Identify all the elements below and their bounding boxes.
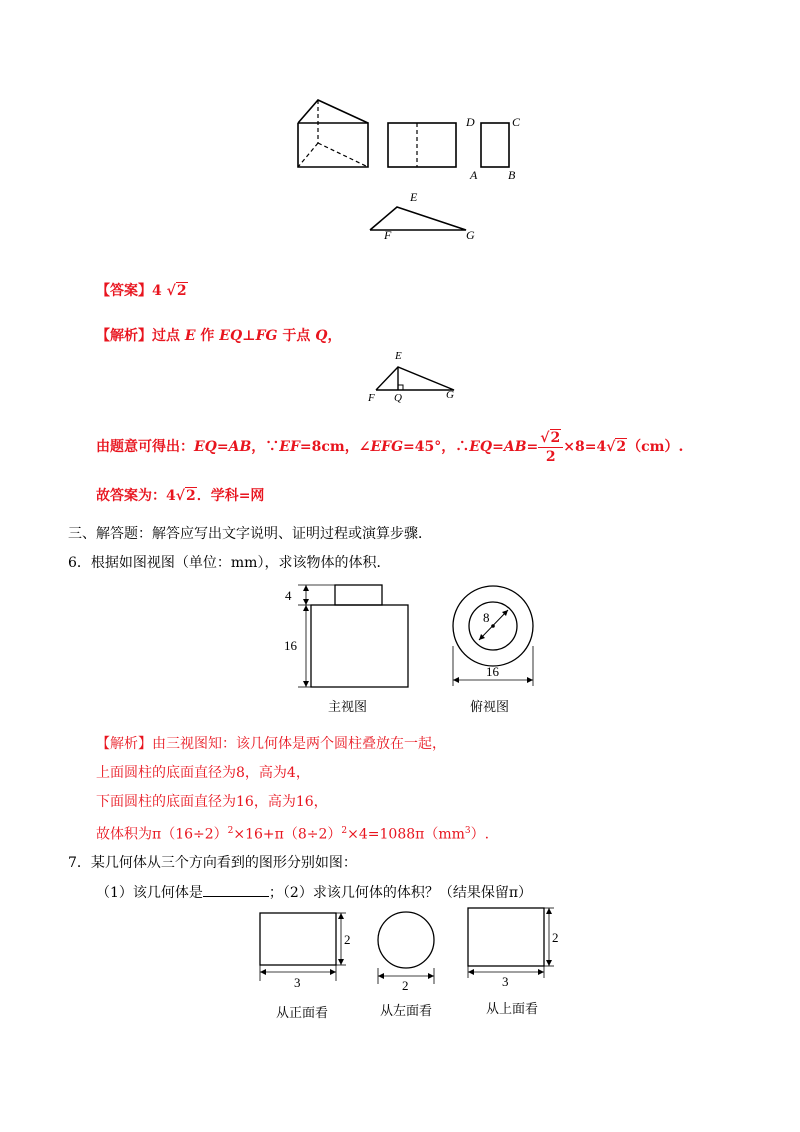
prism-three-views-figure [290,95,520,245]
q6-solution-line2: 上面圆柱的底面直径为8，高为4， [96,765,310,781]
q7-top-caption: 从上面看 [486,1002,539,1017]
answer-sqrt: √2 [166,283,187,299]
q7-left-view [372,910,442,996]
q6-text: 6．根据如图视图（单位：mm），求该物体的体积． [68,555,391,571]
q7-top-w: 3 [502,974,509,988]
label-f2: F [368,392,375,404]
top-dim-bottom: 16 [486,664,499,679]
analysis-line: 【解析】过点 E 作 EQ⊥FG 于点 Q， [96,328,342,344]
label-d: D [466,115,475,129]
label-g: G [466,228,475,242]
q6-solution-line1: 【解析】由三视图知：该几何体是两个圆柱叠放在一起， [96,736,446,752]
q6-solution-line3: 下面圆柱的底面直径为16，高为16， [96,794,328,810]
answer-line [96,281,188,301]
q7-top-h: 2 [552,930,559,945]
label-g2: G [446,389,454,401]
analysis-label: 【解析】 [96,328,152,344]
q6-solution-line4: 故体积为$\pi(16\div 2)^2\times 16+\pi(8\div 2)^2\times 4=1088\pi(mm^3)$. [96,826,490,843]
q7-front-h: 2 [344,932,351,947]
q7-left-caption: 从左面看 [380,1004,433,1019]
q6-front-view [280,580,415,692]
fraction-sqrt2-over-2: $\frac{√2}{2}$ [538,429,563,466]
label-q2: Q [394,392,402,404]
q7-top-view [460,900,565,988]
q7-subquestions: （1）该几何体是 ；（2）求该几何体的体积？（结果保留π） [96,882,532,903]
label-c: C [512,115,520,129]
answer-label: 【答案】 [96,283,152,299]
q7-front-w: 3 [294,975,301,990]
q7-text: 7．某几何体从三个方向看到的图形分别如图： [68,855,357,871]
conclusion-line: 故答案为：4√2．学科=网 [96,488,265,504]
label-e2: E [395,350,402,362]
top-dim-inner: 8 [483,610,490,625]
answer-coef: 4 [152,283,162,299]
label-a: A [470,168,478,182]
section3-title: 三、解答题：解答应写出文字说明、证明过程或演算步骤． [68,526,432,542]
q6-top-caption: 俯视图 [470,700,510,715]
front-dim-side: 16 [284,638,297,653]
triangle-altitude-figure [364,345,474,407]
label-b: B [508,168,516,182]
front-dim-top: 4 [285,588,292,603]
q6-front-caption: 主视图 [328,700,368,715]
q7-front-caption: 从正面看 [276,1006,329,1021]
label-e: E [410,190,418,204]
derivation-line: 由题意可得出：EQ=AB，∵EF=8cm，∠EFG=45°，∴EQ=AB= $\frac{√2}{2}$ ×8=4√2（cm）. [96,429,684,465]
q7-left-d: 2 [402,978,409,993]
answer-blank[interactable] [203,882,269,897]
label-f: F [384,228,392,242]
q6-top-view [446,578,546,690]
q7-front-view [252,905,357,991]
